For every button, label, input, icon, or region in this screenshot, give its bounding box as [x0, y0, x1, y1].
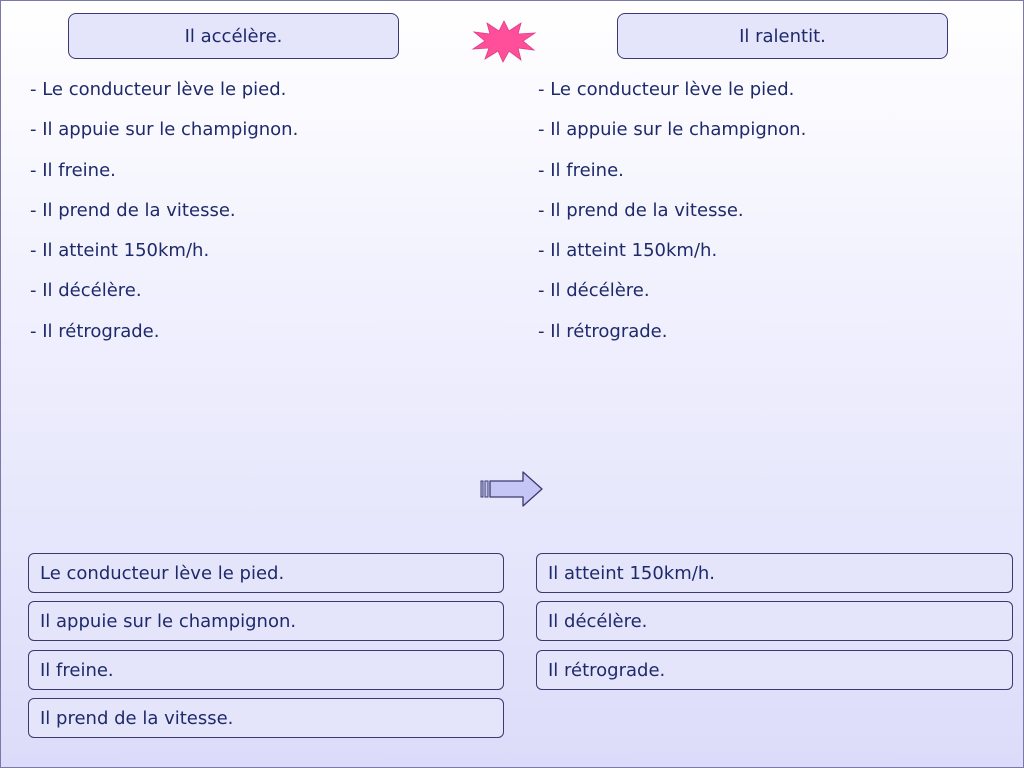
answer-box-right-1[interactable]: Il atteint 150km/h.: [536, 553, 1013, 593]
answer-box-left-1[interactable]: Le conducteur lève le pied.: [28, 553, 504, 593]
list-item: - Il atteint 150km/h.: [538, 240, 718, 262]
answer-box-left-3[interactable]: Il freine.: [28, 650, 504, 690]
answer-box-right-2[interactable]: Il décélère.: [536, 601, 1013, 641]
list-item: - Il rétrograde.: [538, 320, 668, 342]
next-arrow-icon[interactable]: [479, 470, 545, 508]
list-item: - Il freine.: [30, 159, 116, 181]
list-item: - Il décélère.: [538, 280, 650, 302]
answer-box-right-3[interactable]: Il rétrograde.: [536, 650, 1013, 690]
arrow-tail-bar: [485, 481, 488, 497]
list-item: - Il appuie sur le champignon.: [30, 119, 299, 141]
starburst-icon[interactable]: [471, 19, 537, 63]
list-item: - Le conducteur lève le pied.: [30, 79, 287, 100]
list-item: - Il rétrograde.: [30, 320, 160, 342]
arrow-tail-bar: [481, 481, 483, 497]
list-item: - Il décélère.: [30, 280, 142, 302]
list-item: - Il prend de la vitesse.: [538, 199, 744, 221]
accelerate-statement-list: [30, 78, 298, 360]
list-item: - Il freine.: [538, 159, 624, 181]
list-item: - Il appuie sur le champignon.: [538, 119, 807, 141]
list-item: - Il prend de la vitesse.: [30, 199, 236, 221]
decelerate-statement-list: [538, 78, 806, 360]
decelerate-category-button[interactable]: Il ralentit.: [617, 13, 948, 59]
arrow-body: [490, 472, 542, 506]
answer-box-left-4[interactable]: Il prend de la vitesse.: [28, 698, 504, 738]
list-item: - Le conducteur lève le pied.: [538, 79, 795, 100]
accelerate-category-button[interactable]: Il accélère.: [68, 13, 399, 59]
list-item: - Il atteint 150km/h.: [30, 240, 210, 262]
starburst-shape: [473, 21, 535, 62]
answer-box-left-2[interactable]: Il appuie sur le champignon.: [28, 601, 504, 641]
